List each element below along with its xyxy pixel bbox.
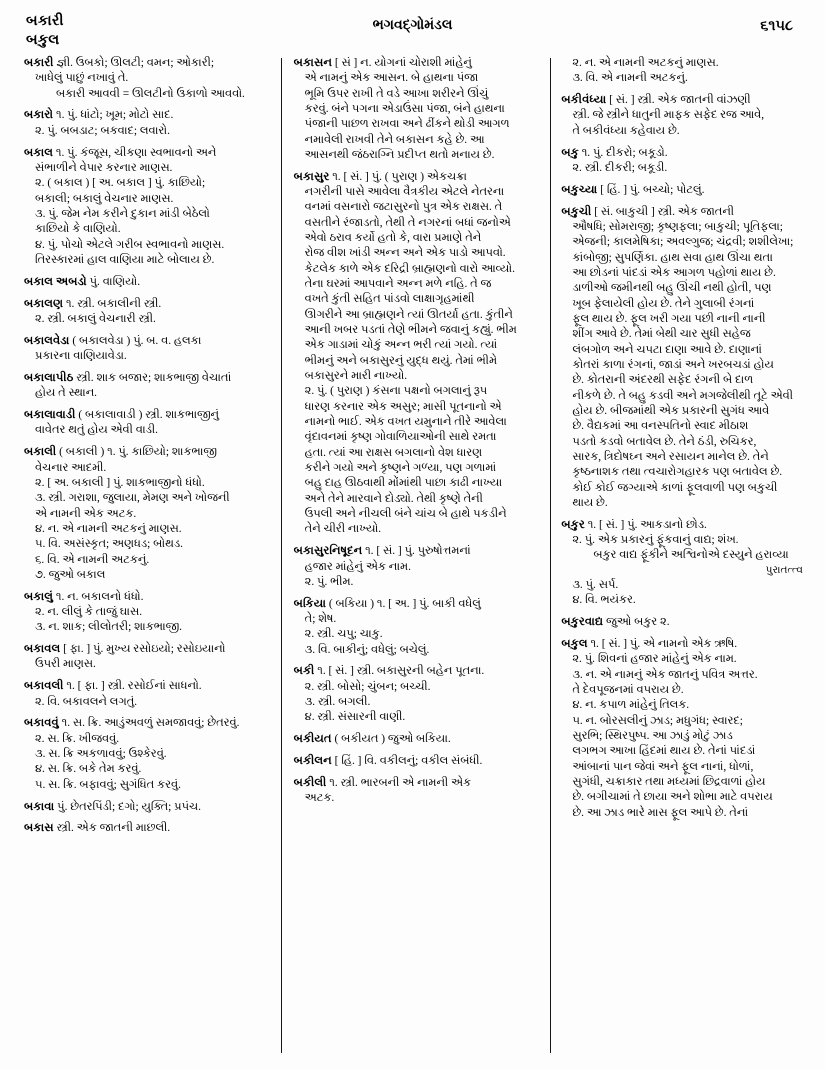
entry-line: ૨. ન. લીલું કે તાજું ઘાસ.: [35, 606, 143, 618]
dictionary-entry: [561, 146, 809, 177]
entry-line: ૩. પું. સર્પ.: [572, 578, 619, 591]
headword: બકુર: [561, 518, 585, 531]
entry-line: ૨. ( બકાલ ) [ અ. બકાલ ] પું. કાછિયો;: [35, 177, 206, 190]
entry-line: ફૂલ થાય છે. ફૂલ ખરી ગયા પછી નાની નાની: [572, 312, 766, 325]
dictionary-title: ભગવદ્‌ગોમંડલ: [372, 18, 453, 33]
entry-line: આંબાનાં પાન જેવાં અને ફૂલ નાનાં, ધોળાં,: [572, 760, 754, 773]
entry-line: ૪. ન. કપાળ માંહેનું તિલક.: [572, 699, 690, 712]
headword: બકુચ્યા: [561, 183, 598, 196]
entry-line: છે. બગીચામાં તે છાયા અને શોભા માટે વપરાય: [572, 791, 773, 804]
page-header: [12, 10, 813, 56]
entry-line: બકારી આવવી = ઊલટીનો ઉકાળો આવવો.: [56, 87, 245, 100]
entry-line: છે. આ ઝાડ ભારે માસ ફૂલ આપે છે. તેનાં: [572, 806, 749, 819]
entry-line: ૩. વિ. બાકીનું; વધેલું; બચેલું.: [304, 643, 430, 656]
entry-headword-line: બકાસુરનિષૂદન ૧. [ સં. ] પું. પુરુષોત્તમનાં: [293, 545, 471, 558]
entry-headword-line: બકાસુર ૧. [ સં. ] પું. ( પુરાણ ) એકચક્રા: [293, 170, 467, 183]
entry-headword-line: બકાલ ૧. પું. કંજૂસ, ચીકણા સ્વભાવનો અને: [24, 146, 217, 159]
entry-headword-line: બકુર ૧. [ સં. ] પું. આકડાનો છોડ.: [561, 518, 707, 531]
headword: બકાલણ: [24, 297, 64, 310]
entry-line: છે. કોતરાની અંદરથી સફેદ રંગની બે દાળ: [572, 374, 754, 387]
dictionary-entry: [24, 679, 271, 710]
dictionary-entry: [294, 664, 541, 725]
text-columns: [12, 56, 813, 1061]
headword: બકિયા: [293, 597, 327, 610]
headword: બકીલન: [293, 755, 332, 768]
entry-line: તે; શેષ.: [304, 612, 337, 625]
dictionary-entry: [24, 297, 271, 328]
entry-line: ઉપલી અને નીચલી બંને ચાંચ બે હાથે પકડીને: [304, 508, 507, 521]
column-3: [551, 56, 813, 1061]
entry-line: ૪. વિ. ભયંકર.: [572, 594, 636, 607]
entry-line: કોતરાં કાળા રંગનાં, જાડાં અને ખરબચડાં હોય: [572, 358, 774, 371]
entry-headword-line: બકીવંધ્યા [ સં. ] સ્ત્રી. એક જાતની વાંઝણી: [561, 94, 751, 107]
entry-headword-line: બકુચ્યા [ હિં. ] પું. બચ્ચો; પોટલું.: [561, 183, 705, 196]
entry-line: નમાવેલી રાખવી તેને બકાસન કહે છે. આ: [304, 133, 485, 146]
dictionary-entry: [24, 56, 271, 102]
entry-headword-line: બકાલી ( બકાલી ) ૧. પું. કાછિયો; શાકભાજી: [24, 446, 217, 459]
entry-line: બકાલી; બકાલું વેચનાર માણસ.: [35, 192, 174, 205]
entry-line: આ છોડનાં પાંદડાં એક આગળ પહોળાં થાય છે.: [572, 266, 776, 279]
entry-line: ૨. સ્ત્રી. દીકરી; બકૂડી.: [572, 161, 668, 174]
entry-line: વનમાં વસનારો જટાસુરનો પુત્ર એક રાક્ષસ. તે: [304, 201, 503, 214]
entry-line: પુરાતત્ત્વ: [765, 564, 803, 576]
entry-line: તે બકીવંધ્યા કહેવાય છે.: [572, 124, 680, 137]
entry-line: સારક, ત્રિદોષઘ્ન અને રસાયન માનેલ છે. તેને: [572, 450, 769, 463]
entry-line: એજની; કાલમેષિકા; અવલ્ગુજ; ચંદ્રવી; શશીલેખા;: [572, 236, 794, 249]
entry-line: એવો ઠરાવ કર્યો હતો કે, વારા પ્રમાણે તેને: [304, 232, 482, 245]
entry-line: સુરભિ; સ્થિરપુષ્પ. આ ઝાડું મોટું ઝાડ: [572, 729, 733, 742]
headword: બકાસન: [293, 57, 332, 69]
dictionary-entry: [24, 371, 271, 402]
entry-line: હોય છે. બીજમાંથી એક પ્રકારની સુગંધ આવે: [572, 404, 770, 417]
entry-line: ૩. વિ. એ નામની અટકનું.: [572, 72, 688, 85]
entry-line: વૃંદાવનમાં કૃષ્ણ ગોવાળિયાઓની સાથે રમતા: [304, 431, 497, 444]
headword: બકાસુર: [293, 170, 330, 183]
entry-headword-line: બકાસન [ સં ] ન. યોગનાં ચોરાશી માંહેનું: [293, 57, 472, 69]
entry-line: છે. વૈદ્યકમાં આ વનસ્પતિનો સ્વાદ મીઠાશ: [572, 420, 749, 433]
entry-headword-line: બકુલ ૧. [ સં. ] પું. એ નામનો એક ઋષિ.: [561, 637, 738, 650]
entry-line: અટક.: [304, 792, 335, 805]
dictionary-entry: [24, 445, 271, 583]
headword: બકારી: [24, 57, 54, 69]
entry-line: ૩. ન. શાક; લીલોતરી; શાકભાજી.: [35, 621, 183, 634]
entry-headword-line: બકાસ સ્ત્રી. એક જાતની માછલી.: [24, 822, 171, 835]
entry-line: સંભાળીને વેપાર કરનાર માણસ.: [35, 161, 173, 174]
entry-line: ૬. વિ. એ નામની અટકનું.: [35, 553, 150, 566]
entry-line: ખૂબ ફેલાયેલી હોય છે. તેને ગુલાબી રંગનાં: [572, 297, 755, 310]
headword: બકાસુરનિષૂદન: [293, 545, 363, 558]
entry-headword-line: બકાવલ [ ફા. ] પું. મુખ્ય રસોઇયો; રસોઇયાનો: [24, 643, 226, 656]
entry-line: ૫. સ. ક્રિ. બફાવવું; સુગંધિત કરવું.: [35, 778, 181, 791]
headword: બકુલ: [561, 637, 588, 650]
headword: બકાલી: [24, 446, 57, 459]
entry-line: કૃષ્ઠનાશક તથા ત્વચારોગહારક પણ બતાવેલ છે.: [572, 466, 783, 479]
headword: બકાવલી: [24, 680, 64, 693]
dictionary-entry: [24, 334, 271, 365]
entry-line: નગરીની પાસે આવેલા વૈત્રકીય એટલે નેતરના: [304, 186, 505, 199]
entry-headword-line: બકિયા ( બકિયા ) ૧. [ અ. ] પું. બાકી વધેલું: [293, 597, 481, 610]
entry-headword-line: બકાવલી ૧. [ ફા. ] સ્ત્રી. રસોઈનાં સાધનો.: [24, 680, 202, 693]
dictionary-entry: [294, 597, 541, 658]
headword: બકાવા: [24, 800, 55, 813]
dictionary-entry: [24, 408, 271, 439]
entry-line: ૪. સ. ક્રિ. બકે તેમ કરવું.: [35, 763, 142, 776]
entry-line: વસતીને રંજાડતો, તેથી તે નગરનાં બધાં જનોએ: [304, 216, 511, 229]
entry-line: ૨. પું. ભીમ.: [304, 575, 354, 588]
entry-line: એક ગાડામાં ચોકું અન્ન ભરી ત્યાં ગયો. ત્યાં: [304, 339, 498, 352]
entry-line: ડાળીઓ જમીનથી બહુ ઊંચી નથી હોતી, પણ: [572, 282, 772, 295]
entry-line: ૨. પું. એક પ્રકારનું ફૂંકવાનું વાદ્ય; શંખ.: [572, 534, 739, 547]
entry-line: તેને ચીરી નાખ્યો.: [304, 523, 382, 536]
entry-line: સ્ત્રી. જે સ્ત્રીને ધાતુની માફક સફેદ રજ આવે,: [572, 109, 765, 122]
entry-line: ૪. પું. પોચો એટલે ગરીબ સ્વભાવનો માણસ.: [35, 238, 225, 251]
entry-line: ૩. પું. જેમ નેમ કરીને દુકાન માંડી બેઠેલો: [35, 207, 210, 220]
entry-headword-line: બકીલી ૧. સ્ત્રી. ભારબની એ નામની એક: [293, 776, 472, 789]
entry-line: ધારણ કરનાર એક અસુર; માસી પૂતનાનો એ: [304, 400, 502, 413]
headword: બકુ: [561, 146, 579, 159]
column-1: [12, 56, 281, 1061]
entry-line: ભૂમિ ઉપર રાખી તે વડે આખા શરીરને ઊંચું: [304, 87, 489, 100]
entry-line: હતા. ત્યાં આ રાક્ષસ બગલાનો વેશ ધારણ: [304, 446, 483, 459]
entry-line: ૫. ન. બોરસલીનું ઝાડ; મધુગંધ; સ્વારદ;: [572, 714, 743, 727]
entry-line: ૨. સ્ત્રી. બોસો; ચુંબન; બચ્ચી.: [304, 680, 431, 693]
headword: બકુચી: [561, 205, 592, 218]
entry-headword-line: બકાવવું ૧. સ. ક્રિ. આડુંઅવળું સમજાવવું; છેતરવું.: [24, 717, 240, 730]
entry-line: કાછિયો કે વાણિયો.: [35, 223, 121, 236]
entry-headword-line: બકુરવાદ્ય જુઓ બકુર ૨.: [561, 616, 670, 629]
entry-line: કેટલેક કાળે એક દરિદ્રી બ્રાહ્મણનો વારો આવ્યો.: [304, 262, 515, 275]
entry-line: ૨. પું. શિવનાં હજાર માંહેનું એક નામ.: [572, 653, 737, 666]
guide-word-top: બકારી: [26, 13, 64, 29]
entry-headword-line: બકુ ૧. પું. દીકરો; બકૂડો.: [561, 146, 668, 159]
entry-line: પડતો કડવો બતાવેલ છે. તેને ઠંડી, રુચિકર,: [572, 435, 757, 448]
entry-line: ભીમનું અને બકાસુરનું યુદ્ધ થયું. તેમાં ભીમે: [304, 354, 497, 367]
entry-headword-line: બકાલણ ૧. સ્ત્રી. બકાલીની સ્ત્રી.: [24, 297, 162, 310]
headword: બકીવંધ્યા: [561, 94, 607, 107]
entry-line: કરીને ગયો અને કૃષ્ણને ગળ્યા, પણ ગળામાં: [304, 462, 497, 475]
entry-line: ૨. વિ. બકાવલને લગતું.: [35, 695, 138, 708]
entry-line: ૨. સ્ત્રી. ચપુ; ચાકુ.: [304, 628, 383, 641]
entry-line: ઉપરી માણસ.: [35, 658, 96, 671]
entry-line: ખાધેલું પાછું નખાવું તે.: [35, 72, 129, 85]
entry-line: ઊગરીને આ બ્રાહ્મણને ત્યાં ઊતર્યા હતા. કુંતીને: [304, 308, 513, 321]
entry-line: તે દેવપૂજનમાં વપરાય છે.: [572, 683, 684, 696]
headword: બકાલાપીઠ: [24, 371, 74, 384]
entry-line: શીંગ આવે છે. તેમાં બેથી ચાર સુધી સહેજ: [572, 328, 751, 341]
entry-line: ૩. સ્ત્રી. ગરાશા, જુલાયા, મેમણ અને ખોજની: [35, 492, 230, 505]
entry-line: સુગંધી, ચક્રાકાર તથા મધ્યમાં છિદ્રવાળાં હોય: [572, 775, 766, 788]
entry-line: ૩. સ. ક્રિ અકળાવવું; ઉશ્કેરવું.: [35, 748, 167, 761]
dictionary-entry: [561, 93, 809, 139]
entry-line: પ્રકારના વાણિયાવેડા.: [35, 350, 127, 363]
entry-line: બહુ દાહ ઊઠવાથી મોંમાંથી પાછા કાઢી નાખ્યા: [304, 477, 503, 490]
entry-line: વેચનાર આદમી.: [35, 461, 107, 474]
entry-headword-line: બકાલું ૧. ન. બકાલનો ધંધો.: [24, 590, 144, 603]
headword: બકાસ: [24, 822, 54, 835]
column-2: [282, 56, 551, 1061]
entry-line: હજાર માંહેનું એક નામ.: [304, 560, 411, 573]
entry-line: આની ખબર પડતાં તેણે ભીમને જવાનું કહ્યું. ભીમ: [304, 324, 517, 337]
dictionary-entry: [294, 732, 541, 747]
entry-line: ઔષધિ; સોમરાજી; કૃષ્ણફલા; બાકુચી; પૂતિફલા;: [572, 220, 783, 233]
headword: બકારો: [24, 109, 54, 122]
dictionary-entry: [561, 637, 809, 821]
entry-line: ૪. સ્ત્રી. સંસારની વાણી.: [304, 711, 406, 724]
entry-headword-line: બકાલાપીઠ સ્ત્રી. શાક બજાર; શાકભાજી વેચાતાં: [24, 371, 232, 384]
dictionary-entry: [294, 754, 541, 769]
entry-line: લગભગ આખા હિંદમાં થાય છે. તેનાં પાંદડાં: [572, 745, 756, 758]
entry-line: ૩. સ્ત્રી. બગલી.: [304, 696, 371, 709]
dictionary-entry: [294, 170, 541, 538]
entry-headword-line: બકાલાવાડી ( બકાલાવાડી ) સ્ત્રી. શાકભાજીનું: [24, 409, 219, 422]
entry-line: કાંબોજી; સુપર્ણિકા. હાથ સવા હાથ ઊંચા થતા: [572, 251, 773, 264]
headword: બકાલાવાડી: [24, 409, 76, 422]
entry-line: ૨. સ્ત્રી. બકાલું વેચનારી સ્ત્રી.: [35, 312, 156, 325]
entry-headword-line: બકારી જ્ઞી. ઉબકો; ઊલટી; વમન; ઓકારી;: [24, 57, 215, 69]
dictionary-entry: [24, 108, 271, 139]
entry-line: કોઈ કોઈ જગ્યાએ કાળાં ફૂલવાળી પણ બકુચી: [572, 481, 778, 494]
dictionary-entry: [24, 146, 271, 269]
entry-headword-line: બકાલવેડા ( બકાલવેડા ) પું. બ. વ. હલકા: [24, 334, 202, 347]
entry-line: લંબગોળ અને ચપટા દાણા આવે છે. દાણાનાં: [572, 343, 762, 356]
entry-headword-line: બકીયત ( બકીયત ) જુઓ બકિયા.: [293, 733, 451, 746]
entry-line: ૨. [ અ. બકાલી ] પું. શાકભાજીનો ધંધો.: [35, 476, 205, 489]
entry-line: ૩. ન. એ નામનું એક જાતનું પવિત્ર અત્તર.: [572, 668, 758, 681]
dictionary-entry: [24, 642, 271, 673]
headword: બકુરવાદ્ય: [561, 616, 604, 629]
dictionary-entry: [24, 716, 271, 793]
dictionary-entry: [24, 275, 271, 290]
entry-line: પંજાની પાછળ રાખવા અને ઢીંકને થોડી આગળ: [304, 118, 510, 131]
headword: બકાલું: [24, 590, 54, 603]
headword: બકાલ: [24, 146, 54, 159]
entry-headword-line: બકારો ૧. પું. ધાંટો; ખૂમ; મોટો સાદ.: [24, 109, 174, 122]
entry-headword-line: બકી ૧. [ સં. ] સ્ત્રી. બકાસુરની બહેન પૂતના.: [293, 665, 485, 678]
entry-line: વાવેતર થતું હોય એવી વાડી.: [35, 424, 158, 437]
dictionary-entry: [561, 56, 809, 87]
entry-line: ૫. વિ. અસંસ્કૃત; અણધડ; બોથડ.: [35, 538, 183, 551]
entry-line: હોય તે સ્થાન.: [35, 387, 98, 400]
dictionary-entry: [24, 821, 271, 836]
dictionary-entry: [24, 590, 271, 636]
entry-line: ૨. પું. બબડાટ; બકવાદ; લવારો.: [35, 124, 170, 137]
dictionary-entry: [561, 615, 809, 630]
entry-line: વખતે કુંતી સહિત પાંડવો લાક્ષાગૃહમાંથી: [304, 293, 475, 306]
entry-line: એ નામનું એક આસન. બે હાથના પંજા: [304, 72, 479, 85]
entry-line: તિરસ્કારમાં હાલ વાણિયા માટે બોલાય છે.: [35, 253, 215, 266]
dictionary-entry: [561, 518, 809, 609]
entry-line: ૨. ન. એ નામની અટકનું માણસ.: [572, 57, 719, 69]
entry-line: અને તેને મારવાને દોડ્યો. તેથી કૃષ્ણે તેની: [304, 492, 483, 505]
headword: બકીયત: [293, 733, 332, 746]
headword: બકાવલ: [24, 643, 61, 656]
entry-line: ૪. ન. એ નામની અટકનું માણસ.: [35, 522, 182, 535]
entry-line: ૭. જુઓ બકાલ: [35, 568, 106, 581]
entry-line: બકાસુરને મારી નાખ્યો.: [304, 370, 408, 383]
entry-headword-line: બકીલન [ હિં. ] વિ. વકીલનું; વકીલ સંબંધી.: [293, 755, 483, 768]
headword: બકાલ અબડો: [24, 275, 87, 288]
dictionary-entry: [561, 183, 809, 198]
entry-line: એ નામની એક અટક.: [35, 507, 137, 520]
entry-line: કરવું. બંને પગના એડાઉંસા પંજા, બંને હાથના: [304, 102, 505, 115]
entry-line: નામનો ભાઈ. એક વખત યમુનાને તીરે આવેલા: [304, 416, 507, 429]
dictionary-entry: [294, 56, 541, 163]
headword: બકીલી: [293, 776, 327, 789]
entry-line: ૨. સ. ક્રિ. ખીજવવું.: [35, 732, 120, 745]
entry-headword-line: બકાલ અબડો પું. વાણિયો.: [24, 275, 141, 288]
dictionary-entry: [294, 776, 541, 807]
entry-line: તેના ઘરમાં આપવાને અન્ન મળે નહિ. તે જ: [304, 278, 492, 291]
page-number: ૬૧૫૮: [760, 18, 793, 34]
dictionary-entry: [294, 544, 541, 590]
entry-line: ૨. પું. ( પુરાણ ) કંસના પક્ષનો બગલાનું રૂપ: [304, 385, 488, 398]
entry-line: બકુર વાદ્ય ફૂંકીને અશ્વિનોએ દસ્યુને હરાવ્યા: [593, 549, 789, 562]
dictionary-entry: [561, 205, 809, 512]
guide-word-bottom: બકુલ: [26, 31, 60, 48]
entry-headword-line: બકાવા પું. છેતરપિંડી; દગો; યુક્તિ; પ્રપંચ.: [24, 800, 201, 813]
entry-line: થાય છે.: [572, 496, 608, 509]
entry-headword-line: બકુચી [ સં. બાકુચી ] સ્ત્રી. એક જાતની: [561, 205, 735, 218]
dictionary-entry: [24, 800, 271, 815]
headword: બકાવવું: [24, 717, 59, 730]
entry-line: નીકળે છે. તે બહુ કડવી અને મગજેલીથી તૂટે એવી: [572, 389, 793, 402]
headword: બકી: [293, 665, 315, 678]
entry-line: રોજ વીશ ખાંડી અન્ન અને એક પાડો આપવો.: [304, 247, 506, 260]
entry-line: આસનથી જંઠરાગ્નિ પ્રદીપ્ત થતો મનાય છે.: [304, 148, 495, 161]
headword: બકાલવેડા: [24, 334, 70, 347]
